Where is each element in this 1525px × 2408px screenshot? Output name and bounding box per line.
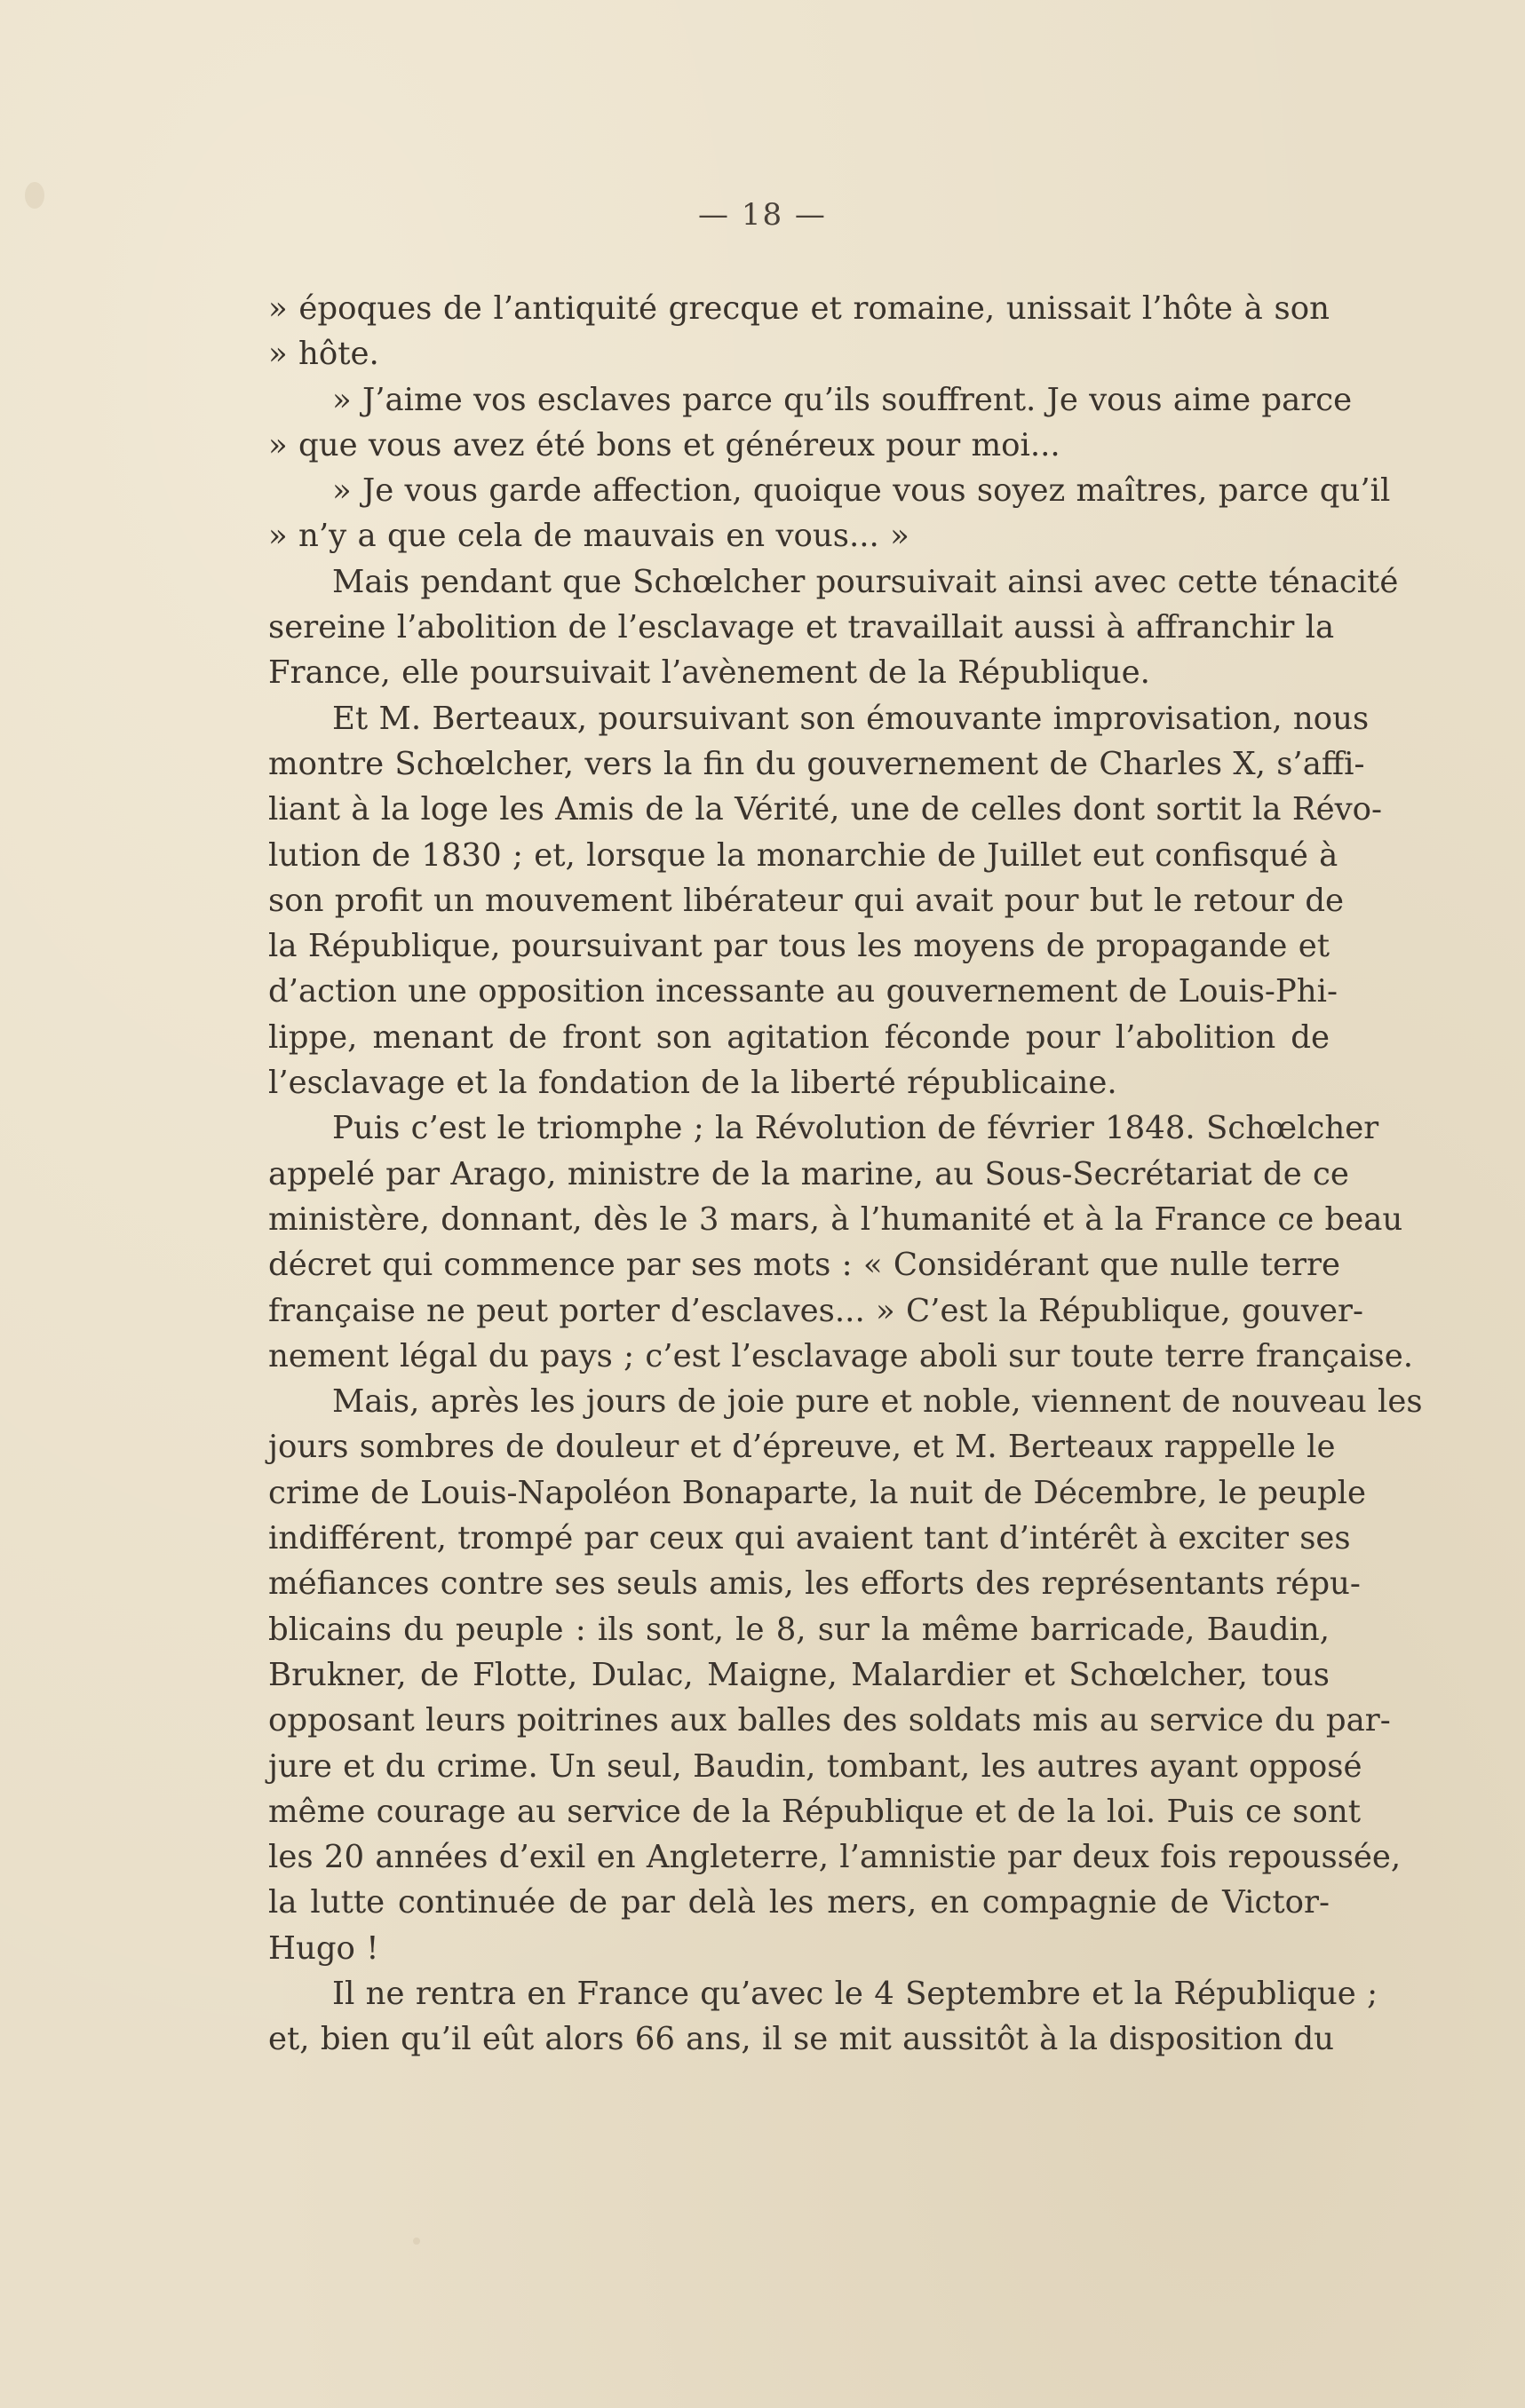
text-line: » n’y a que cela de mauvais en vous... » bbox=[268, 518, 909, 555]
paper-stain bbox=[413, 2238, 420, 2245]
text-line: France, elle poursuivait l’avènement de la République. bbox=[268, 654, 1150, 692]
text-line: Puis c’est le triomphe ; la Révolution de février 1848. Schœlcher bbox=[332, 1110, 1379, 1147]
text-line: Mais, après les jours de joie pure et noble, viennent de nouveau les bbox=[332, 1383, 1423, 1421]
text-line: jours sombres de douleur et d’épreuve, et M. Berteaux rappelle le bbox=[268, 1429, 1336, 1466]
body-text bbox=[268, 286, 1423, 2063]
text-line: et, bien qu’il eût alors 66 ans, il se mit aussitôt à la disposition du bbox=[268, 2021, 1335, 2058]
text-line: indifférent, trompé par ceux qui avaient tant d’intérêt à exciter ses bbox=[268, 1520, 1351, 1557]
page-number: — 18 — bbox=[698, 197, 827, 233]
text-line: Hugo ! bbox=[268, 1929, 379, 1967]
text-line: ministère, donnant, dès le 3 mars, à l’humanité et à la France ce beau bbox=[268, 1200, 1403, 1238]
text-line: nement légal du pays ; c’est l’esclavage aboli sur toute terre française. bbox=[268, 1337, 1414, 1374]
text-line: liant à la loge les Amis de la Vérité, une de celles dont sortit la Révo- bbox=[268, 791, 1383, 828]
text-line: jure et du crime. Un seul, Baudin, tombant, les autres ayant opposé bbox=[268, 1747, 1362, 1785]
text-line: lippe, menant de front son agitation féconde pour l’abolition de bbox=[268, 1018, 1330, 1056]
text-line: méfiances contre ses seuls amis, les efforts des représentants répu- bbox=[268, 1565, 1361, 1603]
text-line: son profit un mouvement libérateur qui avait pour but le retour de bbox=[268, 882, 1345, 919]
text-line: française ne peut porter d’esclaves... » C’est la République, gouver- bbox=[268, 1292, 1363, 1329]
text-line: les 20 années d’exil en Angleterre, l’amnistie par deux fois repoussée, bbox=[268, 1839, 1402, 1876]
text-line: Mais pendant que Schœlcher poursuivait ainsi avec cette ténacité bbox=[332, 563, 1399, 600]
text-line: décret qui commence par ses mots : « Considérant que nulle terre bbox=[268, 1247, 1341, 1284]
text-line: Brukner, de Flotte, Dulac, Maigne, Malardier et Schœlcher, tous bbox=[268, 1656, 1330, 1693]
text-line: » hôte. bbox=[268, 336, 379, 373]
text-line: l’esclavage et la fondation de la liberté républicaine. bbox=[268, 1065, 1117, 1102]
text-line: opposant leurs poitrines aux balles des soldats mis au service du par- bbox=[268, 1702, 1391, 1739]
text-line: Et M. Berteaux, poursuivant son émouvante improvisation, nous bbox=[332, 700, 1370, 737]
text-line: crime de Louis-Napoléon Bonaparte, la nuit de Décembre, le peuple bbox=[268, 1474, 1367, 1511]
text-line: blicains du peuple : ils sont, le 8, sur la même barricade, Baudin, bbox=[268, 1611, 1330, 1648]
text-line: » époques de l’antiquité grecque et romaine, unissait l’hôte à son bbox=[268, 290, 1330, 327]
text-line: » que vous avez été bons et généreux pour moi... bbox=[268, 426, 1060, 463]
text-line: » J’aime vos esclaves parce qu’ils souffrent. Je vous aime parce bbox=[332, 381, 1353, 418]
text-line: Il ne rentra en France qu’avec le 4 Septembre et la République ; bbox=[332, 1975, 1378, 2012]
text-line: la lutte continuée de par delà les mers, en compagnie de Victor- bbox=[268, 1884, 1330, 1921]
text-line: sereine l’abolition de l’esclavage et travaillait aussi à affranchir la bbox=[268, 609, 1335, 646]
text-line: d’action une opposition incessante au gouvernement de Louis-Phi- bbox=[268, 973, 1338, 1010]
text-line: lution de 1830 ; et, lorsque la monarchie de Juillet eut confisqué à bbox=[268, 836, 1338, 874]
text-line: la République, poursuivant par tous les moyens de propagande et bbox=[268, 928, 1330, 965]
text-line: même courage au service de la République et de la loi. Puis ce sont bbox=[268, 1793, 1361, 1830]
text-line: appelé par Arago, ministre de la marine, au Sous-Secrétariat de ce bbox=[268, 1155, 1349, 1192]
text-line: » Je vous garde affection, quoique vous soyez maîtres, parce qu’il bbox=[332, 472, 1391, 510]
text-line: montre Schœlcher, vers la fin du gouvernement de Charles X, s’affi- bbox=[268, 745, 1365, 782]
